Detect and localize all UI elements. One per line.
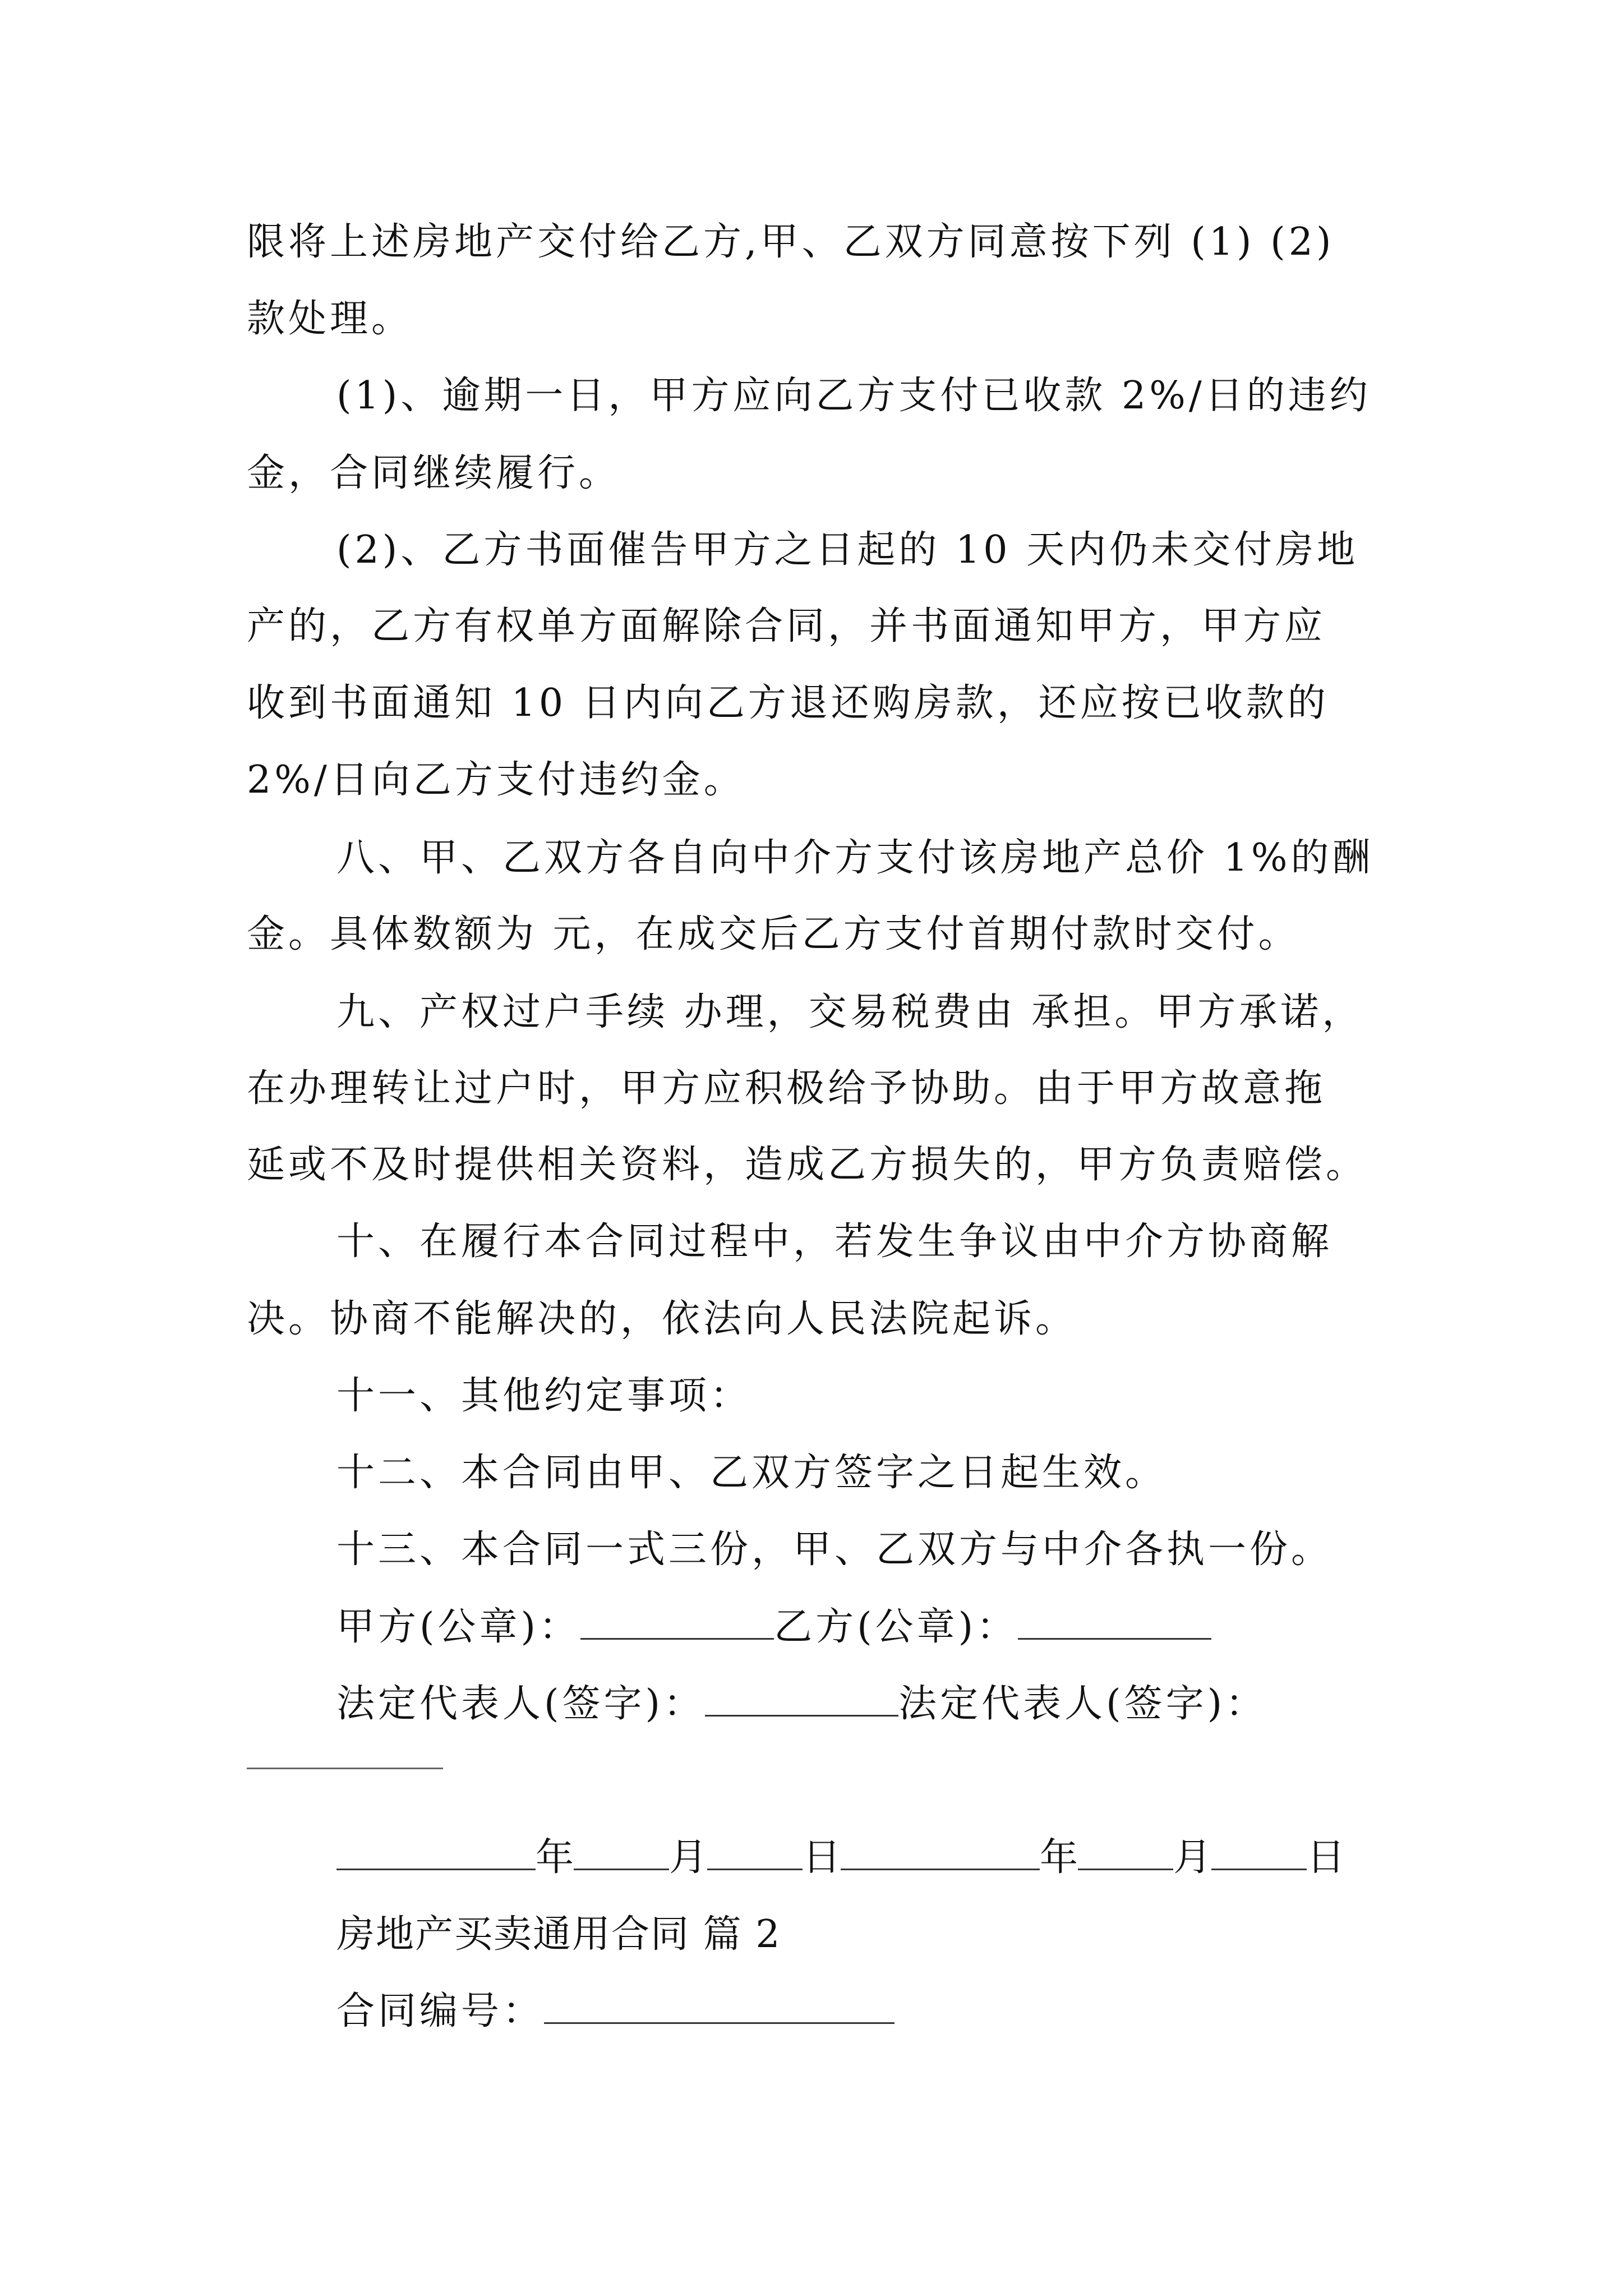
year-label-2: 年 — [1040, 1835, 1078, 1880]
paragraph-line: 在办理转让过户时，甲方应积极给予协助。由于甲方故意拖 — [247, 1066, 1326, 1111]
contract-number-blank — [544, 1993, 895, 2024]
date-line — [336, 1835, 1345, 1880]
party-a-seal-label: 甲方(公章)： — [336, 1605, 581, 1649]
month-blank-2 — [1078, 1839, 1173, 1870]
paragraph-line: 金，合同继续履行。 — [247, 451, 621, 495]
month-blank — [574, 1839, 669, 1870]
month-label-2: 月 — [1173, 1835, 1212, 1880]
paragraph-line: 十二、本合同由甲、乙双方签字之日起生效。 — [336, 1451, 1167, 1495]
paragraph-line: 延或不及时提供相关资料，造成乙方损失的，甲方负责赔偿。 — [247, 1143, 1368, 1187]
rep-a-blank — [705, 1686, 898, 1717]
year-label: 年 — [536, 1835, 574, 1880]
next-section-title: 房地产买卖通用合同 篇 2 — [336, 1912, 781, 1957]
party-b-seal-blank — [1018, 1609, 1211, 1640]
paragraph-line: 十、在履行本合同过程中，若发生争议由中介方协商解 — [336, 1220, 1333, 1264]
seal-line — [336, 1605, 1211, 1649]
party-b-seal-label: 乙方(公章)： — [774, 1605, 1018, 1649]
year-blank-2 — [841, 1839, 1040, 1870]
paragraph-line: 十三、本合同一式三份，甲、乙双方与中介各执一份。 — [336, 1527, 1333, 1572]
rep-b-blank — [247, 1768, 443, 1769]
day-label-2: 日 — [1307, 1835, 1345, 1880]
day-blank — [707, 1839, 803, 1870]
contract-number-label: 合同编号： — [336, 1989, 545, 2033]
year-blank — [336, 1839, 536, 1870]
paragraph-line: 决。协商不能解决的，依法向人民法院起诉。 — [247, 1297, 1077, 1341]
paragraph-line: 限将上述房地产交付给乙方,甲、乙双方同意按下列 (1) (2) — [247, 220, 1335, 264]
representative-line — [336, 1682, 1267, 1726]
contract-number-line — [336, 1989, 895, 2033]
paragraph-line: 九、产权过户手续 办理，交易税费由 承担。甲方承诺， — [336, 990, 1364, 1034]
rep-a-label: 法定代表人(签字)： — [336, 1682, 706, 1726]
paragraph-line: 收到书面通知 10 日内向乙方退还购房款，还应按已收款的 — [247, 681, 1329, 725]
paragraph-line: 八、甲、乙双方各自向中介方支付该房地产总价 1%的酬 — [336, 836, 1374, 880]
paragraph-line: 款处理。 — [247, 297, 413, 341]
rep-b-label: 法定代表人(签字)： — [898, 1682, 1267, 1726]
month-label: 月 — [669, 1835, 708, 1880]
paragraph-line: 金。具体数额为 元，在成交后乙方支付首期付款时交付。 — [247, 912, 1300, 956]
paragraph-line: 十一、其他约定事项： — [336, 1374, 752, 1418]
paragraph-line: (1)、逾期一日，甲方应向乙方支付已收款 2%/日的违约 — [336, 374, 1371, 418]
paragraph-line: (2)、乙方书面催告甲方之日起的 10 天内仍未交付房地 — [336, 528, 1359, 572]
day-blank-2 — [1211, 1839, 1307, 1870]
day-label: 日 — [803, 1835, 841, 1880]
party-a-seal-blank — [580, 1609, 774, 1640]
paragraph-line: 2%/日向乙方支付违约金。 — [247, 758, 745, 802]
paragraph-line: 产的，乙方有权单方面解除合同，并书面通知甲方，甲方应 — [247, 604, 1326, 648]
